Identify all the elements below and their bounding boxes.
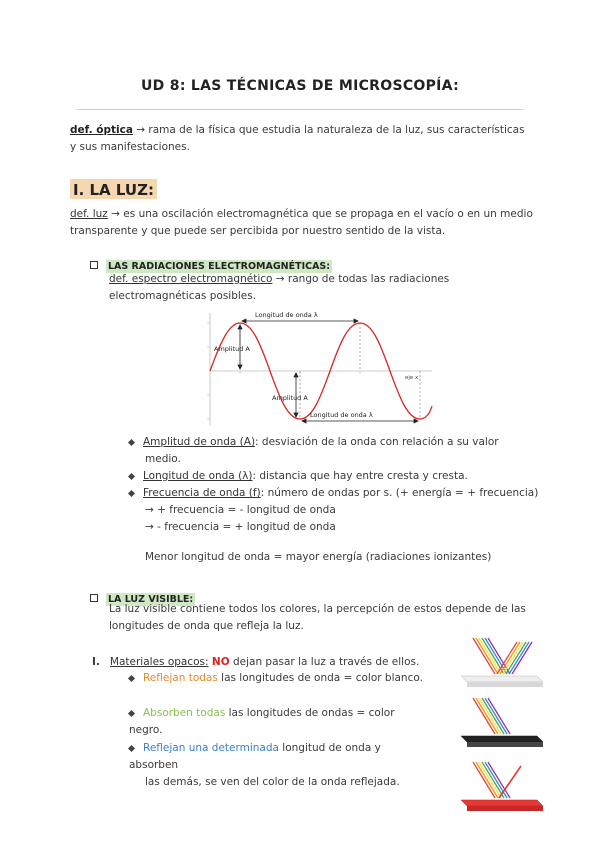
bullet-frecuencia-text: : número de ondas por s. (+ energía = + frecuencia) xyxy=(260,487,539,499)
def-luz xyxy=(70,206,545,240)
bullet-longitud xyxy=(129,468,529,485)
section-la-luz-title: I. LA LUZ: xyxy=(70,179,157,199)
def-luz-text-1: → es una oscilación electromagnética que se propaga en el vacío o en un medio xyxy=(107,208,533,220)
white-surface-illustration xyxy=(455,630,545,692)
wave-label-amplitud-left: Amplitud A xyxy=(214,345,250,353)
page-title: UD 8: LAS TÉCNICAS DE MICROSCOPÍA: xyxy=(141,78,459,94)
freq-line-2: → - frecuencia = + longitud de onda xyxy=(145,521,336,533)
red-surface-illustration xyxy=(455,754,545,816)
def-luz-term: def. luz xyxy=(70,208,108,220)
def-optica-text-2: y sus manifestaciones. xyxy=(70,141,190,153)
subsection-luz-visible-title: LA LUZ VISIBLE: xyxy=(108,594,194,605)
section-la-luz xyxy=(70,180,157,199)
menor-longitud-line: Menor longitud de onda = mayor energía (radiaciones ionizantes) xyxy=(145,551,492,563)
bullet-amplitud-text-2: medio. xyxy=(145,453,181,465)
def-espectro-text-2: electromagnéticas posibles. xyxy=(109,290,257,302)
diamond-bullet-icon xyxy=(128,438,135,445)
diamond-bullet-icon xyxy=(128,472,135,479)
wave-diagram xyxy=(200,308,440,430)
opacos-item-1-rest: las longitudes de onda = color blanco. xyxy=(217,672,423,684)
checkbox-bullet-icon xyxy=(90,261,98,269)
title-divider xyxy=(77,109,523,110)
opacos-numeral: I. xyxy=(92,656,100,668)
opacos-item-3-rest: longitud de onda y absorben xyxy=(129,742,381,771)
bullet-amplitud xyxy=(129,434,529,468)
def-espectro-text-1: → rango de todas las radiaciones xyxy=(272,273,450,285)
diamond-bullet-icon xyxy=(128,489,135,496)
opacos-item-2-rest: las longitudes de ondas = color negro. xyxy=(129,707,395,736)
bullet-frecuencia xyxy=(129,485,549,502)
wave-label-eje: eje x xyxy=(405,375,419,381)
opacos-item-2-colored: Absorben todas xyxy=(143,707,226,719)
opacos-item-2 xyxy=(129,705,429,739)
subsection-radiaciones-title: LAS RADIACIONES ELECTROMAGNÉTICAS: xyxy=(108,261,331,272)
materiales-opacos xyxy=(92,654,422,671)
def-espectro xyxy=(109,271,529,305)
diamond-bullet-icon xyxy=(128,744,135,751)
opacos-no: NO xyxy=(211,656,230,668)
opacos-item-1-colored: Reflejan todas xyxy=(143,672,218,684)
bullet-longitud-term: Longitud de onda (λ) xyxy=(143,470,253,482)
def-espectro-term: def. espectro electromagnético xyxy=(109,273,273,285)
wave-label-longitud-top: Longitud de onda λ xyxy=(255,311,318,319)
wave-label-longitud-bottom: Longitud de onda λ xyxy=(310,411,373,419)
opacos-item-1 xyxy=(129,670,429,687)
def-optica xyxy=(70,122,540,156)
opacos-term: Materiales opacos: xyxy=(109,656,209,668)
def-optica-term: def. óptica xyxy=(70,124,133,136)
diamond-bullet-icon xyxy=(128,709,135,716)
bullet-amplitud-term: Amplitud de onda (A) xyxy=(143,436,256,448)
freq-line-1: → + frecuencia = - longitud de onda xyxy=(145,504,336,516)
luz-visible-text-1: La luz visible contiene todos los colores, la percepción de estos depende de las xyxy=(109,603,526,615)
opacos-rest: dejan pasar la luz a través de ellos. xyxy=(229,656,420,668)
black-surface-illustration xyxy=(455,692,545,752)
opacos-item-3-line2: las demás, se ven del color de la onda reflejada. xyxy=(145,776,400,788)
opacos-item-3-colored: Reflejan una determinada xyxy=(143,742,279,754)
bullet-frecuencia-term: Frecuencia de onda (f) xyxy=(143,487,261,499)
luz-visible-text-2: longitudes de onda que refleja la luz. xyxy=(109,620,304,632)
opacos-item-3 xyxy=(129,740,429,791)
def-luz-text-2: transparente y que puede ser percibida por nuestro sentido de la vista. xyxy=(70,225,446,237)
checkbox-bullet-icon xyxy=(90,594,98,602)
bullet-amplitud-text: : desviación de la onda con relación a su valor xyxy=(255,436,499,448)
wave-label-amplitud-mid: Amplitud A xyxy=(272,394,308,402)
def-optica-text-1: → rama de la física que estudia la naturaleza de la luz, sus características xyxy=(132,124,525,136)
bullet-longitud-text: : distancia que hay entre cresta y cresta. xyxy=(252,470,468,482)
diamond-bullet-icon xyxy=(128,674,135,681)
